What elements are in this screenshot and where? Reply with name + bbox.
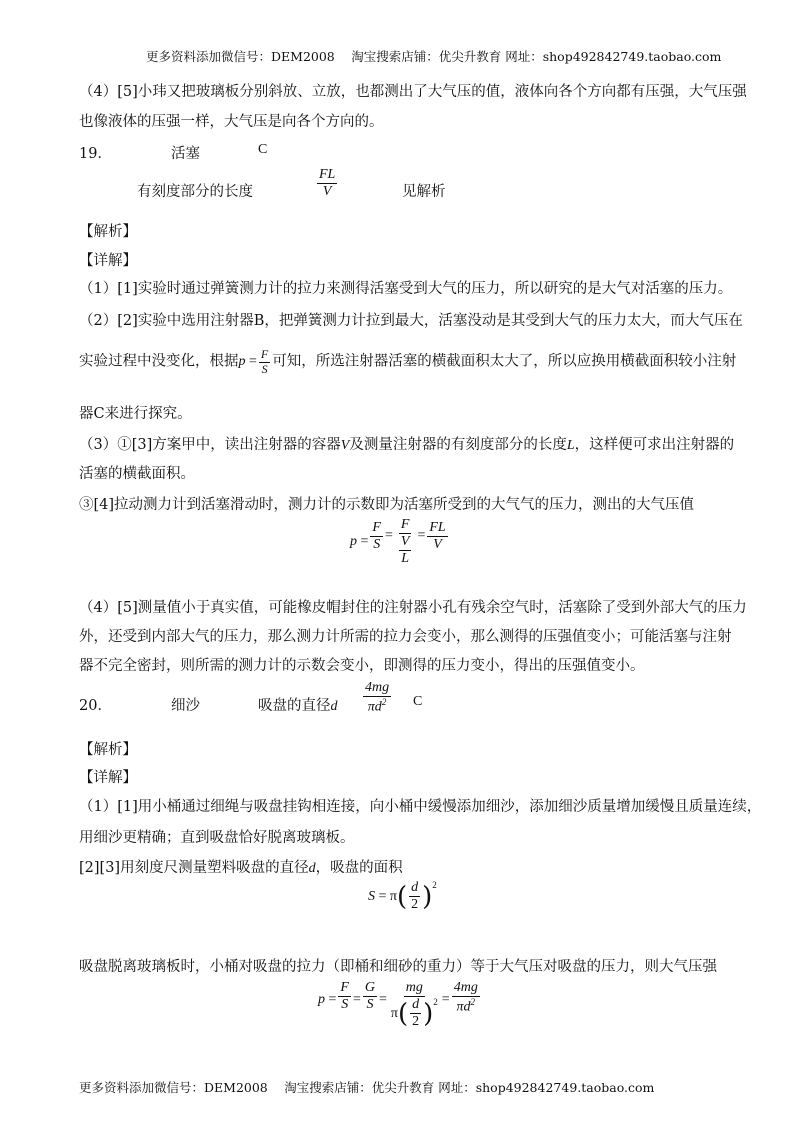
- answer-formula: $\frac{FL}{V}$: [319, 167, 336, 200]
- paragraph: 也像液体的压强一样，大气压是向各个方向的。: [79, 114, 384, 130]
- answer-blank: C: [413, 694, 423, 709]
- paragraph: （1）[1]实验时通过弹簧测力计的拉力来测得活塞受到大气的压力，所以研究的是大气对活塞的压力。: [79, 281, 733, 297]
- paragraph: （4）[5]小玮又把玻璃板分别斜放、立放，也都测出了大气压的值，液体向各个方向都有压强，大气压强: [79, 84, 747, 100]
- paragraph: （3）①[3]方案甲中，读出注射器的容器V及测量注射器的有刻度部分的长度L，这样便可求出注射器的: [79, 437, 735, 453]
- paragraph: ③[4]拉动测力计到活塞滑动时，测力计的示数即为活塞所受到的大气气的压力，测出的大气压值: [79, 497, 695, 513]
- paragraph: 活塞的横截面积。: [79, 466, 195, 482]
- question-number: 19．: [79, 146, 112, 162]
- section-label: 【详解】: [79, 253, 137, 269]
- section-label: 【解析】: [79, 742, 137, 758]
- paragraph: [2][3]用刻度尺测量塑料吸盘的直径d，吸盘的面积: [79, 860, 403, 876]
- answer-blank: 吸盘的直径d: [258, 698, 338, 714]
- answer-blank: 有刻度部分的长度: [137, 184, 253, 200]
- paragraph: 器不完全密封，则所需的测力计的示数会变小，即测得的压力变小，得出的压强值变小。: [79, 658, 645, 674]
- formula-pressure: p = $\frac{F}{S}$ = $\frac{F}{\frac{V}{L}}$ = $\frac{FL}{V}$: [350, 517, 446, 567]
- paragraph: 外，还受到内部大气的压力，那么测力计所需的拉力会变小，那么测得的压强值变小；可能活塞与注射: [79, 629, 732, 645]
- paragraph: （4）[5]测量值小于真实值，可能橡皮帽封住的注射器小孔有残余空气时，活塞除了受到外部大气的压力: [79, 600, 747, 616]
- section-label: 【详解】: [79, 770, 137, 786]
- page-footer: 更多资料添加微信号：DEM2008 淘宝搜索店铺：优尖升教育 网址：shop492842749.taobao.com: [79, 1080, 655, 1095]
- paragraph: 器C来进行探究。: [79, 406, 192, 422]
- formula-pressure-final: p = $\frac{F}{S}$ = $\frac{G}{S}$ = mg π ( $\frac{d}{2}$ ) $^2$ = $\frac{4mg}{\pi d^2}$: [318, 980, 478, 1030]
- paragraph: （2）[2]实验中选用注射器B，把弹簧测力计拉到最大，活塞没动是其受到大气的压力太大，而大气压在: [79, 313, 743, 329]
- answer-blank: 细沙: [171, 698, 200, 714]
- section-label: 【解析】: [79, 224, 137, 240]
- page-header: 更多资料添加微信号：DEM2008 淘宝搜索店铺：优尖升教育 网址：shop492842749.taobao.com: [146, 49, 722, 64]
- paragraph: 用细沙更精确；直到吸盘恰好脱离玻璃板。: [79, 830, 355, 846]
- question-number: 20．: [79, 698, 112, 714]
- answer-blank: 见解析: [402, 184, 446, 200]
- formula-area: S = π ( $\frac{d}{2}$ ) $^2$: [368, 880, 437, 913]
- answer-blank: C: [258, 142, 268, 157]
- paragraph: （1）[1]用小桶通过细绳与吸盘挂钩相连接，向小桶中缓慢添加细沙，添加细沙质量增加缓慢且质量连续，: [79, 799, 762, 815]
- answer-blank: 活塞: [171, 146, 200, 162]
- answer-formula: $\frac{4mg}{\pi d^2}$: [365, 680, 390, 715]
- paragraph: 吸盘脱离玻璃板时，小桶对吸盘的拉力（即桶和细砂的重力）等于大气压对吸盘的压力，则大气压强: [79, 959, 717, 975]
- paragraph: 实验过程中没变化，根据 p = $\frac{F}{S}$ 可知，所选注射器活塞的横截面积太大了，所以应换用横截面积较小注射: [79, 347, 737, 376]
